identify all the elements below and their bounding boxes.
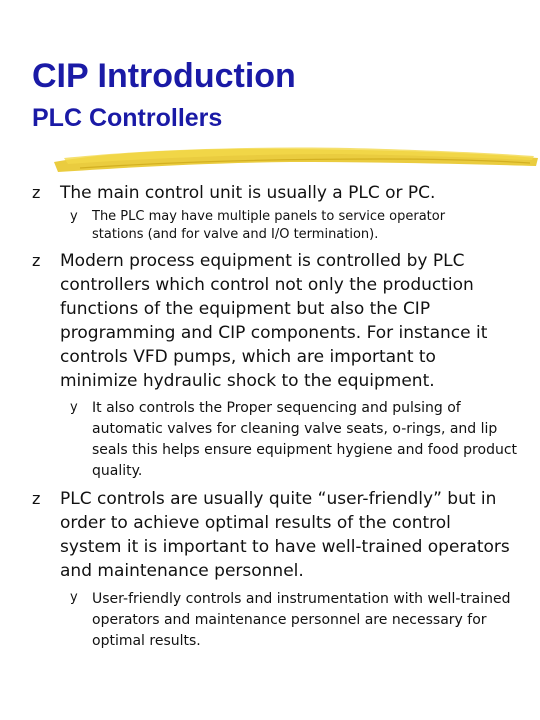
bullet-2-text: Modern process equipment is controlled by PLC controllers which control not only the production functions of the equipment but also the CIP programming and CIP components. For instance it controls VFD pumps, which are important to minimize hydraulic shock to the equipment. [60, 251, 488, 391]
highlighter-stroke [50, 138, 540, 178]
bullet-1-text: The main control unit is usually a PLC or PC. [60, 183, 436, 203]
bullet-marker: z [32, 183, 41, 202]
sub-bullet-marker: y [70, 590, 78, 605]
bullet-marker: z [32, 489, 41, 508]
bullet-1-sub-text: The PLC may have multiple panels to service operator stations (and for valve and I/O termination). [92, 209, 446, 242]
bullet-marker: z [32, 251, 41, 270]
slide-subtitle: PLC Controllers [32, 104, 223, 132]
bullet-2-sub-text: It also controls the Proper sequencing and pulsing of automatic valves for cleaning valve seats, o-rings, and lip seals this helps ensure equipment hygiene and food product quality. [92, 400, 518, 479]
bullet-3-text: PLC controls are usually quite “user-friendly” but in order to achieve optimal results of the control system it is important to have well-trained operators and maintenance personnel. [60, 489, 510, 581]
bullet-3-sub-text: User-friendly controls and instrumentation with well-trained operators and maintenance personnel are necessary for optimal results. [92, 591, 511, 649]
slide-title: CIP Introduction [32, 57, 296, 95]
sub-bullet-marker: y [70, 209, 78, 224]
sub-bullet-marker: y [70, 400, 78, 415]
